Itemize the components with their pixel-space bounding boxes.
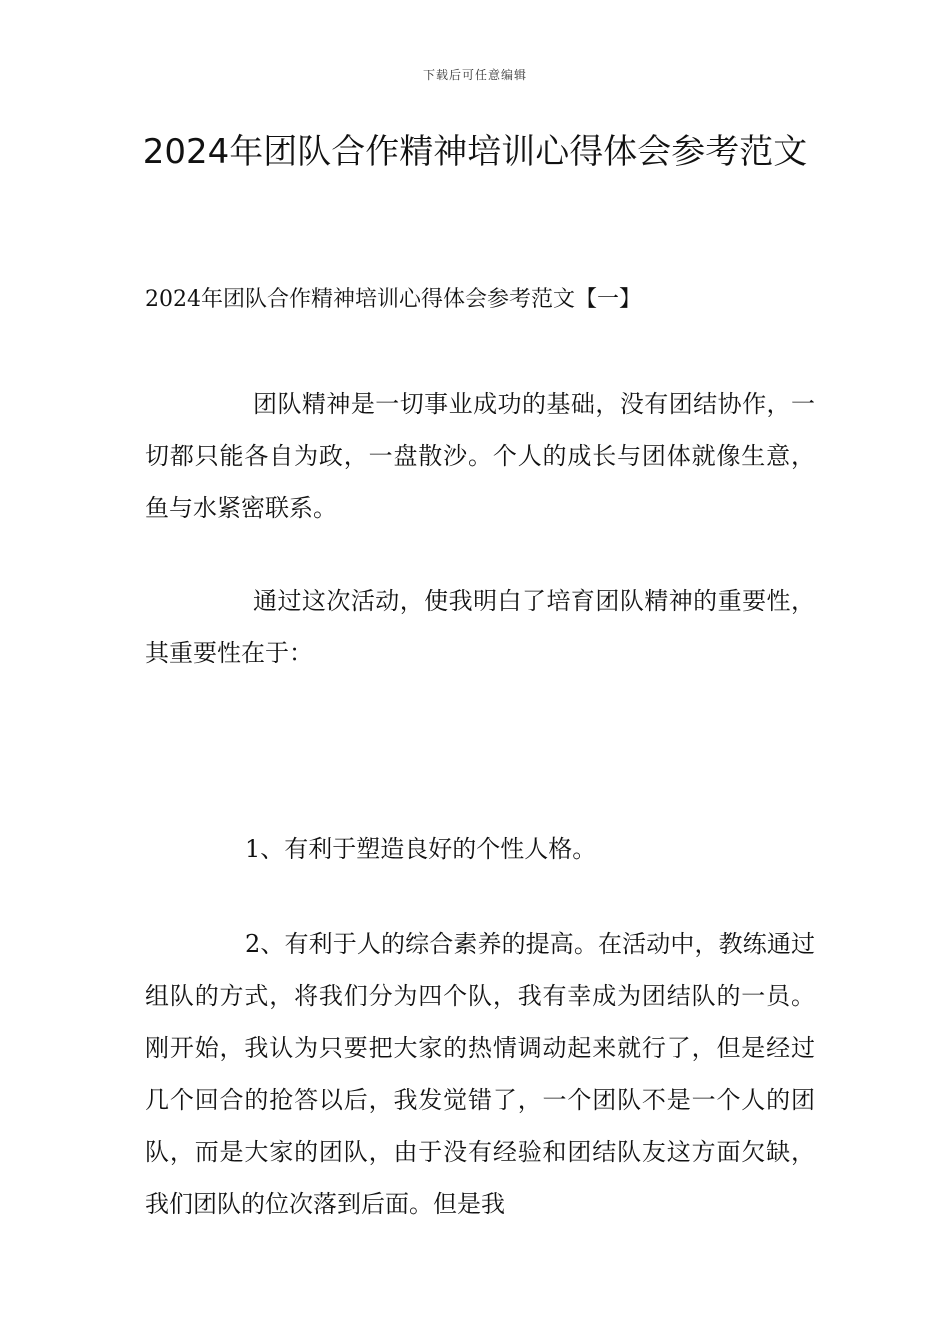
paragraph-importance: 通过这次活动，使我明白了培育团队精神的重要性，其重要性在于： bbox=[145, 587, 815, 667]
section-heading: 2024年团队合作精神培训心得体会参考范文【一】 bbox=[145, 287, 641, 312]
header-note: 下载后可任意编辑 bbox=[422, 68, 527, 82]
list-item-2: 2、有利于人的综合素养的提高。在活动中，教练通过组队的方式，将我们分为四个队，我有幸成为团结队的一员。刚开始，我认为只要把大家的热情调动起来就行了，但是经过几个回合的抢答以后，我发觉错了，一个团队不是一个人的团队，而是大家的团队，由于没有经验和团结队友这方面欠缺，我们团队的位次落到后面。但是我 bbox=[145, 930, 815, 1218]
paragraph-intro: 团队精神是一切事业成功的基础，没有团结协作，一切都只能各自为政，一盘散沙。个人的成长与团体就像生意，鱼与水紧密联系。 bbox=[145, 390, 815, 522]
document-title: 2024年团队合作精神培训心得体会参考范文 bbox=[142, 132, 808, 172]
list-item-1: 1、有利于塑造良好的个性人格。 bbox=[245, 835, 597, 863]
